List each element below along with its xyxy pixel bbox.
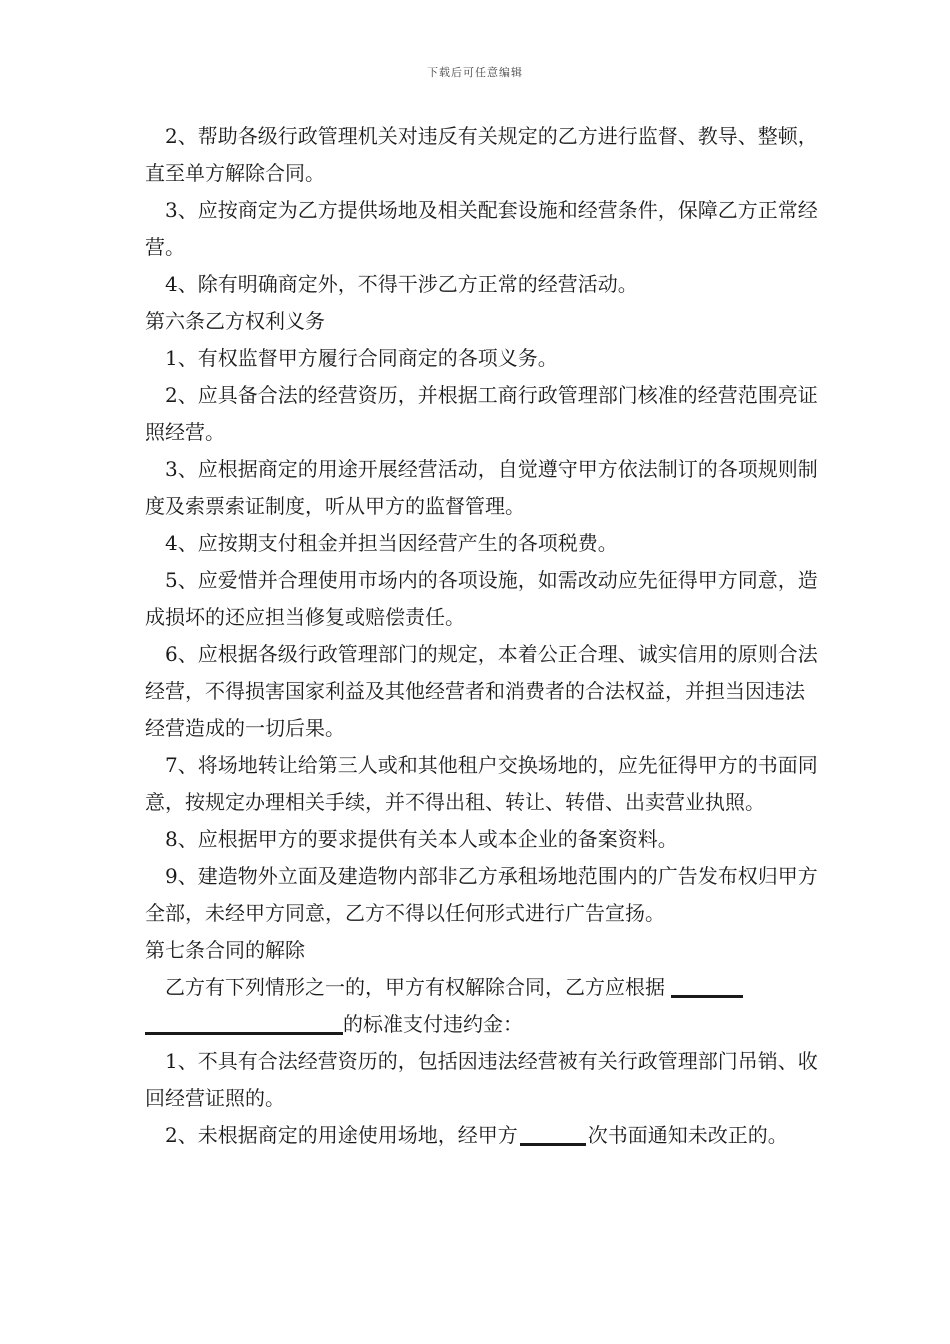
paragraph-text: 2、未根据商定的用途使用场地，经甲方 [165,1123,518,1147]
paragraph-with-blank [145,1117,821,1154]
fill-in-blank [671,975,743,998]
fill-in-blank [145,1012,343,1035]
paragraph-item: 4、应按期支付租金并担当因经营产生的各项税费。 [165,531,618,555]
paragraph-item: 1、有权监督甲方履行合同商定的各项义务。 [165,346,558,370]
document-body [145,118,821,1154]
paragraph-text: 的标准支付违约金： [343,1012,523,1036]
paragraph-item: 7、将场地转让给第三人或和其他租户交换场地的，应先征得甲方的书面同意，按规定办理相关手续，并不得出租、转让、转借、出卖营业执照。 [145,753,818,814]
paragraph-item: 2、应具备合法的经营资历，并根据工商行政管理部门核准的经营范围亮证照经营。 [145,383,818,444]
article-heading: 第六条乙方权利义务 [145,309,325,333]
fill-in-blank [520,1123,586,1146]
paragraph-item: 6、应根据各级行政管理部门的规定，本着公正合理、诚实信用的原则合法经营，不得损害国家利益及其他经营者和消费者的合法权益，并担当因违法经营造成的一切后果。 [145,642,818,740]
paragraph-item: 3、应按商定为乙方提供场地及相关配套设施和经营条件，保障乙方正常经营。 [145,198,818,259]
paragraph-with-blank [145,969,821,1043]
paragraph-text: 乙方有下列情形之一的，甲方有权解除合同，乙方应根据 [165,975,665,999]
page-header: 下载后可任意编辑 [427,66,523,79]
paragraph-item: 2、帮助各级行政管理机关对违反有关规定的乙方进行监督、教导、整顿，直至单方解除合同。 [145,124,818,185]
paragraph-item: 1、不具有合法经营资历的，包括因违法经营被有关行政管理部门吊销、收回经营证照的。 [145,1049,818,1110]
paragraph-item: 9、建造物外立面及建造物内部非乙方承租场地范围内的广告发布权归甲方全部，未经甲方同意，乙方不得以任何形式进行广告宣扬。 [145,864,818,925]
paragraph-item: 5、应爱惜并合理使用市场内的各项设施，如需改动应先征得甲方同意，造成损坏的还应担当修复或赔偿责任。 [145,568,818,629]
paragraph-item: 4、除有明确商定外，不得干涉乙方正常的经营活动。 [165,272,638,296]
paragraph-item: 3、应根据商定的用途开展经营活动，自觉遵守甲方依法制订的各项规则制度及索票索证制度，听从甲方的监督管理。 [145,457,818,518]
paragraph-text: 次书面通知未改正的。 [587,1123,788,1147]
paragraph-item: 8、应根据甲方的要求提供有关本人或本企业的备案资料。 [165,827,678,851]
article-heading: 第七条合同的解除 [145,938,305,962]
